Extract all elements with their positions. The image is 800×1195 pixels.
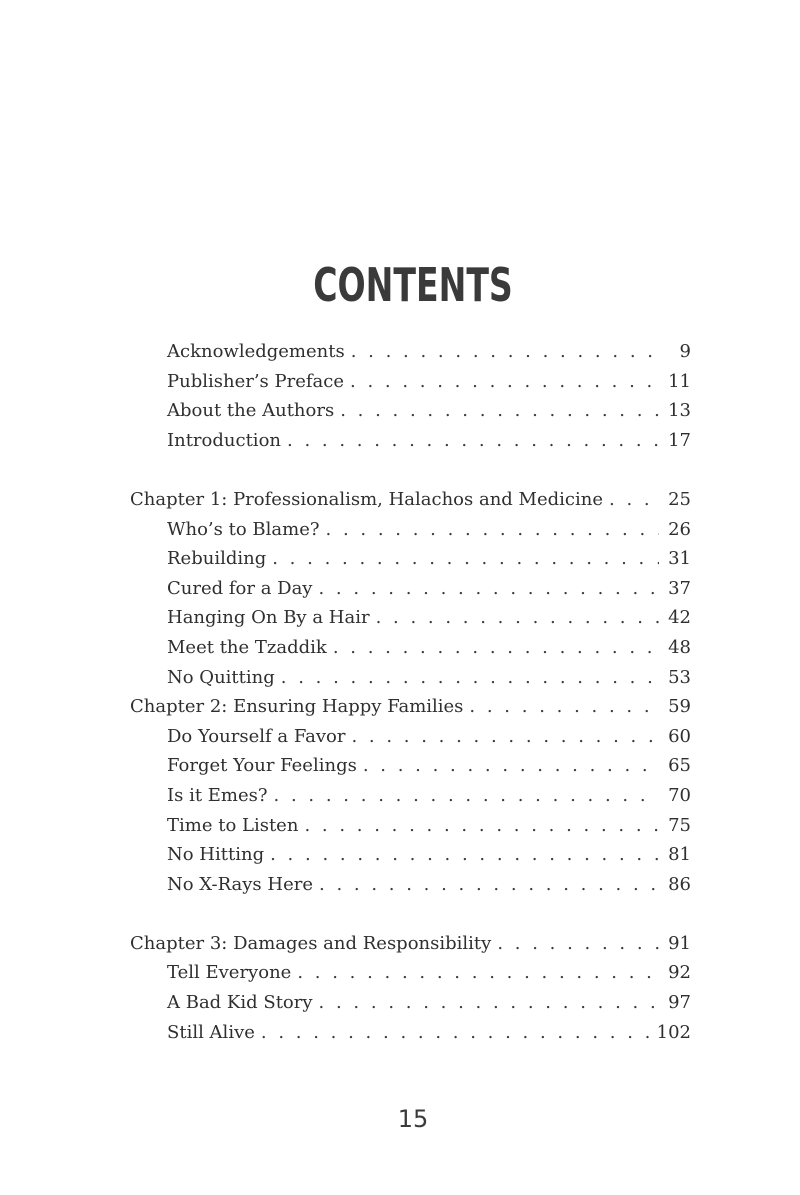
toc-entry-title: Do Yourself a Favor <box>167 725 346 747</box>
dot-leader <box>363 751 659 781</box>
toc-entry-title: Chapter 1: Professionalism, Halachos and Medicine <box>130 488 603 510</box>
toc-entry-page-number: 102 <box>656 1021 691 1043</box>
toc-entry-page-number: 26 <box>668 518 691 540</box>
toc-entry <box>130 988 691 1018</box>
dot-leader <box>261 1018 651 1048</box>
toc-entry-page-number: 31 <box>668 548 691 570</box>
dot-leader <box>326 515 660 545</box>
toc-entry-page-number: 48 <box>668 636 691 658</box>
toc-entry <box>130 574 691 604</box>
toc-entry-title: Chapter 3: Damages and Responsibility <box>130 932 492 954</box>
toc-entry-page-number: 17 <box>668 429 691 451</box>
dot-leader <box>281 663 659 693</box>
dot-leader <box>304 811 659 841</box>
toc-entry-title: Meet the Tzaddik <box>167 636 327 658</box>
toc-chapter-entry <box>130 485 691 515</box>
toc-entry <box>130 396 691 426</box>
toc-entry-page-number: 9 <box>679 341 691 362</box>
toc-entry-title: Introduction <box>167 429 281 451</box>
toc-entry <box>130 958 691 988</box>
toc-entry-page-number: 81 <box>668 844 691 866</box>
toc-entry-title: About the Authors <box>167 400 335 422</box>
toc-entry-page-number: 11 <box>668 370 691 392</box>
toc-entry-title: Forget Your Feelings <box>167 755 357 777</box>
toc-entry-title: Hanging On By a Hair <box>167 607 370 629</box>
toc-chapter-entry <box>130 929 691 959</box>
toc-entry <box>130 515 691 545</box>
toc-entry <box>130 603 691 633</box>
page-number: 15 <box>397 1105 429 1133</box>
toc-entry-title: No Hitting <box>167 844 265 866</box>
toc-entry-page-number: 25 <box>668 488 691 510</box>
toc-entry-page-number: 37 <box>668 577 691 599</box>
toc-entry-title: Is it Emes? <box>167 784 268 806</box>
dot-leader <box>274 781 659 811</box>
dot-leader <box>376 603 659 633</box>
toc-entry-page-number: 97 <box>668 992 691 1014</box>
toc-entry-title: Who’s to Blame? <box>167 518 320 540</box>
toc-entry-title: No X-Rays Here <box>167 873 313 895</box>
toc-entry-page-number: 65 <box>668 755 691 777</box>
toc-entry-page-number: 60 <box>668 725 691 747</box>
toc-entry <box>130 1018 691 1048</box>
toc-entry <box>130 840 691 870</box>
page-title: CONTENTS <box>313 258 513 312</box>
dot-leader <box>319 870 659 900</box>
toc-entry <box>130 426 691 456</box>
toc-entry-title: Cured for a Day <box>167 577 313 599</box>
toc-entry-title: A Bad Kid Story <box>167 992 313 1014</box>
dot-leader <box>319 988 659 1018</box>
toc-entry-page-number: 92 <box>668 962 691 984</box>
toc-entry-title: Chapter 2: Ensuring Happy Families <box>130 696 464 718</box>
toc-entry-title: Rebuilding <box>167 548 267 570</box>
toc-entry <box>130 870 691 900</box>
dot-leader <box>469 692 659 722</box>
toc-entry <box>130 751 691 781</box>
dot-leader <box>287 426 659 456</box>
dot-leader <box>297 958 659 988</box>
toc-entry-title: Still Alive <box>167 1021 255 1043</box>
toc-entry-title: No Quitting <box>167 666 275 688</box>
toc-entry-title: Tell Everyone <box>167 962 292 984</box>
table-of-contents <box>130 337 691 1047</box>
toc-entry-page-number: 53 <box>668 666 691 688</box>
toc-entry <box>130 781 691 811</box>
toc-entry-page-number: 70 <box>668 784 691 806</box>
dot-leader <box>270 840 659 870</box>
dot-leader <box>333 633 659 663</box>
toc-entry <box>130 337 691 367</box>
dot-leader <box>272 544 659 574</box>
toc-entry <box>130 633 691 663</box>
toc-entry-title: Time to Listen <box>167 814 299 836</box>
toc-entry-page-number: 86 <box>668 873 691 895</box>
toc-entry <box>130 663 691 693</box>
toc-entry-title: Publisher’s Preface <box>167 370 345 392</box>
dot-leader <box>350 367 659 397</box>
toc-entry-page-number: 91 <box>668 932 691 954</box>
toc-entry <box>130 811 691 841</box>
dot-leader <box>318 574 659 604</box>
toc-chapter-entry <box>130 692 691 722</box>
toc-entry-title: Acknowledgements <box>167 341 345 362</box>
toc-entry-page-number: 42 <box>668 607 691 629</box>
dot-leader <box>351 337 659 367</box>
toc-entry <box>130 544 691 574</box>
toc-entry <box>130 367 691 397</box>
toc-entry <box>130 722 691 752</box>
dot-leader <box>340 396 659 426</box>
toc-entry-page-number: 75 <box>668 814 691 836</box>
toc-entry-page-number: 13 <box>668 400 691 422</box>
dot-leader <box>497 929 659 959</box>
dot-leader <box>609 485 659 515</box>
toc-entry-page-number: 59 <box>668 696 691 718</box>
dot-leader <box>351 722 659 752</box>
